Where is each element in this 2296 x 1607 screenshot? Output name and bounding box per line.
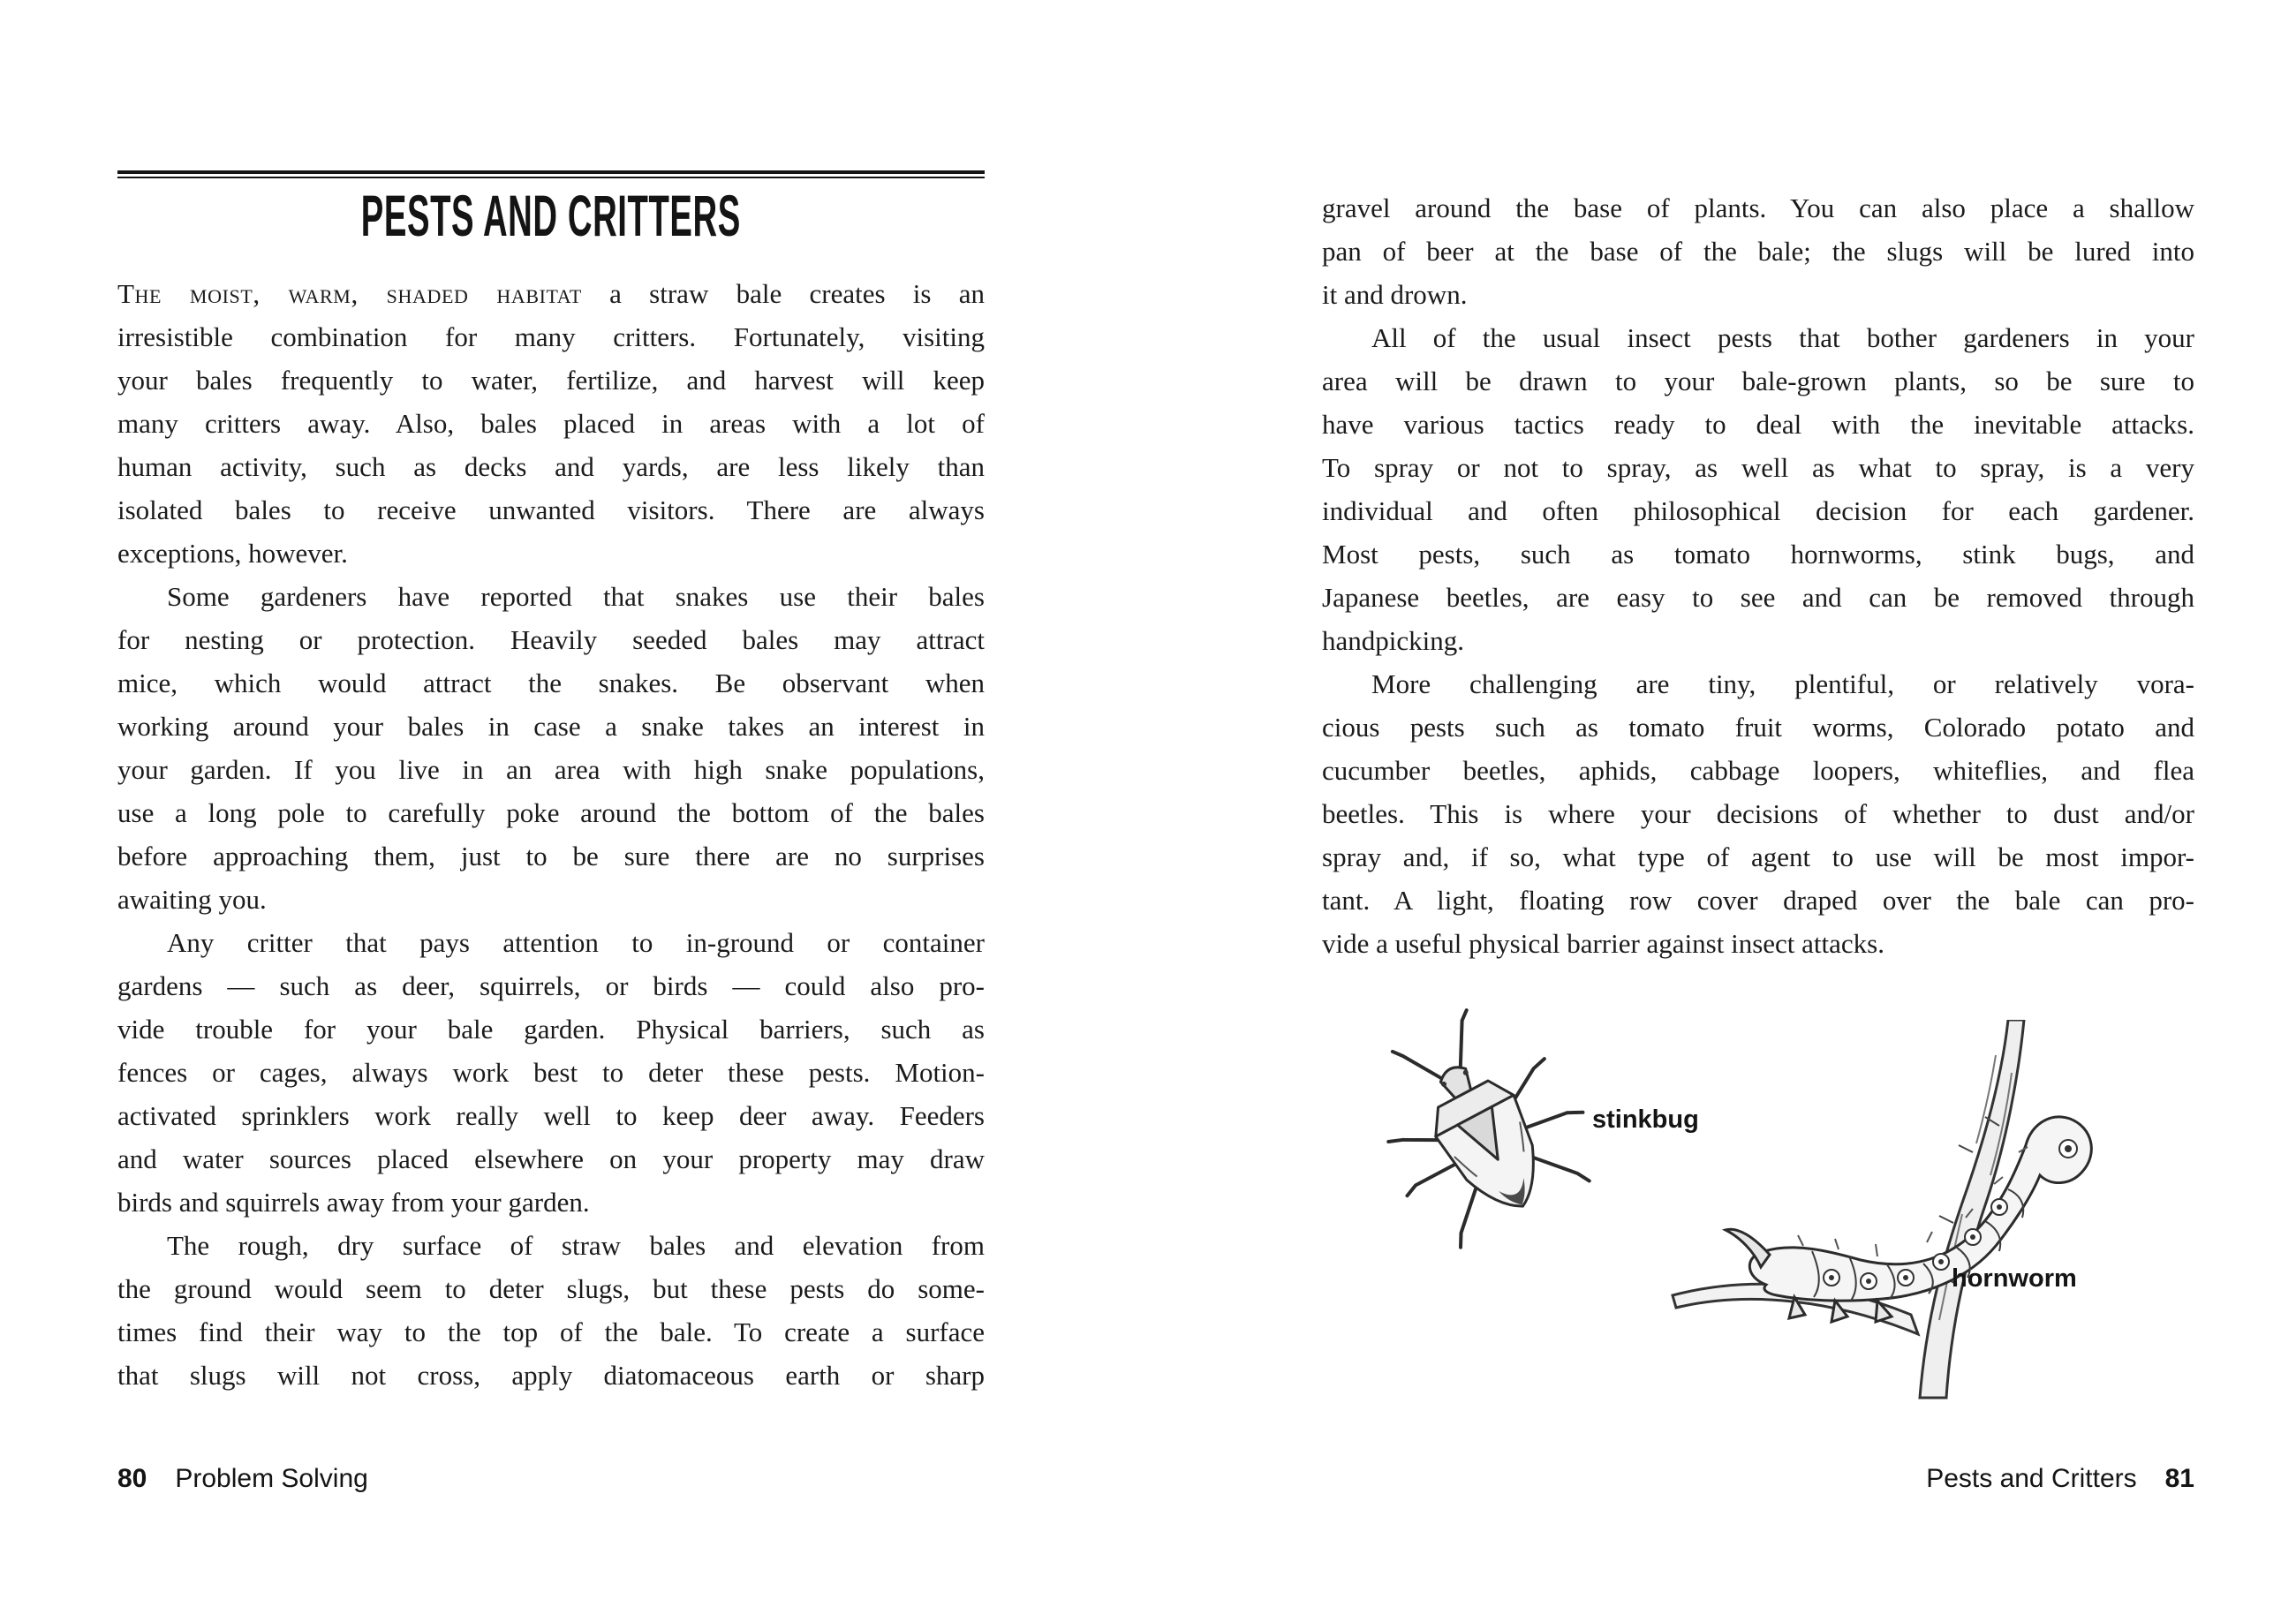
text-line: exceptions, however.: [117, 538, 348, 569]
text-line: awaiting you.: [117, 884, 267, 915]
text-line: your garden. If you live in an area with high snake populations,: [117, 754, 985, 785]
text-line: Japanese beetles, are easy to see and can be removed through: [1322, 582, 2194, 613]
hornworm-drawing: [1662, 1020, 2143, 1400]
text-line: gardens — such as deer, squirrels, or birds — could also pro-: [117, 970, 985, 1001]
chapter-rule-thin: [117, 177, 985, 178]
text-line: Some gardeners have reported that snakes use their bales: [167, 581, 985, 612]
text-line: birds and squirrels away from your garden.: [117, 1187, 590, 1218]
text-line: before approaching them, just to be sure there are no surprises: [117, 841, 985, 871]
right-page: [1322, 0, 2194, 1607]
text-line: Any critter that pays attention to in-ground or container: [167, 927, 985, 958]
text-line: times find their way to the top of the bale. To create a surface: [117, 1317, 985, 1347]
text-line: cious pests such as tomato fruit worms, Colorado potato and: [1322, 712, 2194, 743]
text-line: have various tactics ready to deal with the inevitable attacks.: [1322, 409, 2194, 440]
hornworm-illustration: [1662, 1020, 2143, 1400]
text-line: pan of beer at the base of the bale; the slugs will be lured into: [1322, 236, 2194, 267]
text-line: irresistible combination for many critters. Fortunately, visiting: [117, 321, 985, 352]
stinkbug-label: stinkbug: [1592, 1105, 1699, 1134]
small-caps-lead: The moist, warm, shaded habitat: [117, 278, 582, 309]
text-line: To spray or not to spray, as well as what to spray, is a very: [1322, 452, 2194, 483]
text-line: Most pests, such as tomato hornworms, stink bugs, and: [1322, 539, 2194, 570]
right-page-footer: [1926, 1464, 2194, 1494]
text-line: gravel around the base of plants. You can also place a shallow: [1322, 192, 2194, 223]
right-page-number: 81: [2164, 1464, 2194, 1493]
text-line: tant. A light, floating row cover draped over the bale can pro-: [1322, 885, 2194, 916]
text-line: isolated bales to receive unwanted visitors. There are always: [117, 494, 985, 525]
text-line: More challenging are tiny, plentiful, or relatively vora-: [1371, 668, 2194, 699]
text-line: and water sources placed elsewhere on your property may draw: [117, 1143, 985, 1174]
chapter-title-text: PESTS AND CRITTERS: [360, 183, 742, 248]
right-page-text: [1322, 186, 2194, 965]
text-line: area will be drawn to your bale-grown plants, so be sure to: [1322, 366, 2194, 396]
stinkbug-drawing: [1375, 1007, 1605, 1254]
text-line: it and drown.: [1322, 279, 1468, 310]
text-line: the ground would seem to deter slugs, but these pests do some-: [117, 1273, 985, 1304]
stinkbug-illustration: [1375, 1007, 1605, 1254]
text-line: spray and, if so, what type of agent to use will be most impor-: [1322, 841, 2194, 872]
left-page-text: [117, 272, 985, 1397]
left-page: [117, 0, 985, 1607]
hornworm-label: hornworm: [1952, 1264, 2077, 1293]
text-line: handpicking.: [1322, 625, 1464, 656]
text-line: All of the usual insect pests that bother gardeners in your: [1371, 322, 2194, 353]
text-line: The moist, warm, shaded habitat a straw bale creates is an: [117, 278, 985, 309]
text-line: mice, which would attract the snakes. Be observant when: [117, 668, 985, 698]
text-line: vide trouble for your bale garden. Physical barriers, such as: [117, 1014, 985, 1045]
left-footer-section: Problem Solving: [175, 1464, 368, 1493]
right-footer-section: Pests and Critters: [1926, 1464, 2137, 1493]
text-line: many critters away. Also, bales placed in areas with a lot of: [117, 408, 985, 439]
text-line: The rough, dry surface of straw bales and elevation from: [167, 1230, 985, 1261]
text-line: your bales frequently to water, fertilize, and harvest will keep: [117, 365, 985, 396]
text-line: for nesting or protection. Heavily seeded bales may attract: [117, 624, 985, 655]
tail-horn: [1726, 1229, 1770, 1267]
chapter-rule: [117, 170, 985, 178]
text-line: use a long pole to carefully poke around the bottom of the bales: [117, 797, 985, 828]
left-page-footer: [117, 1464, 368, 1494]
text-line: vide a useful physical barrier against insect attacks.: [1322, 928, 1884, 959]
text-line: beetles. This is where your decisions of whether to dust and/or: [1322, 798, 2194, 829]
text-line: working around your bales in case a snake takes an interest in: [117, 711, 985, 742]
text-line: that slugs will not cross, apply diatomaceous earth or sharp: [117, 1360, 985, 1391]
text-line: fences or cages, always work best to deter these pests. Motion-: [117, 1057, 985, 1088]
text-line: individual and often philosophical decision for each gardener.: [1322, 495, 2194, 526]
text-line: activated sprinklers work really well to keep deer away. Feeders: [117, 1100, 985, 1131]
chapter-title: [117, 183, 985, 248]
text-line: cucumber beetles, aphids, cabbage loopers, whiteflies, and flea: [1322, 755, 2194, 786]
left-page-number: 80: [117, 1464, 147, 1493]
text-line: human activity, such as decks and yards, are less likely than: [117, 451, 985, 482]
